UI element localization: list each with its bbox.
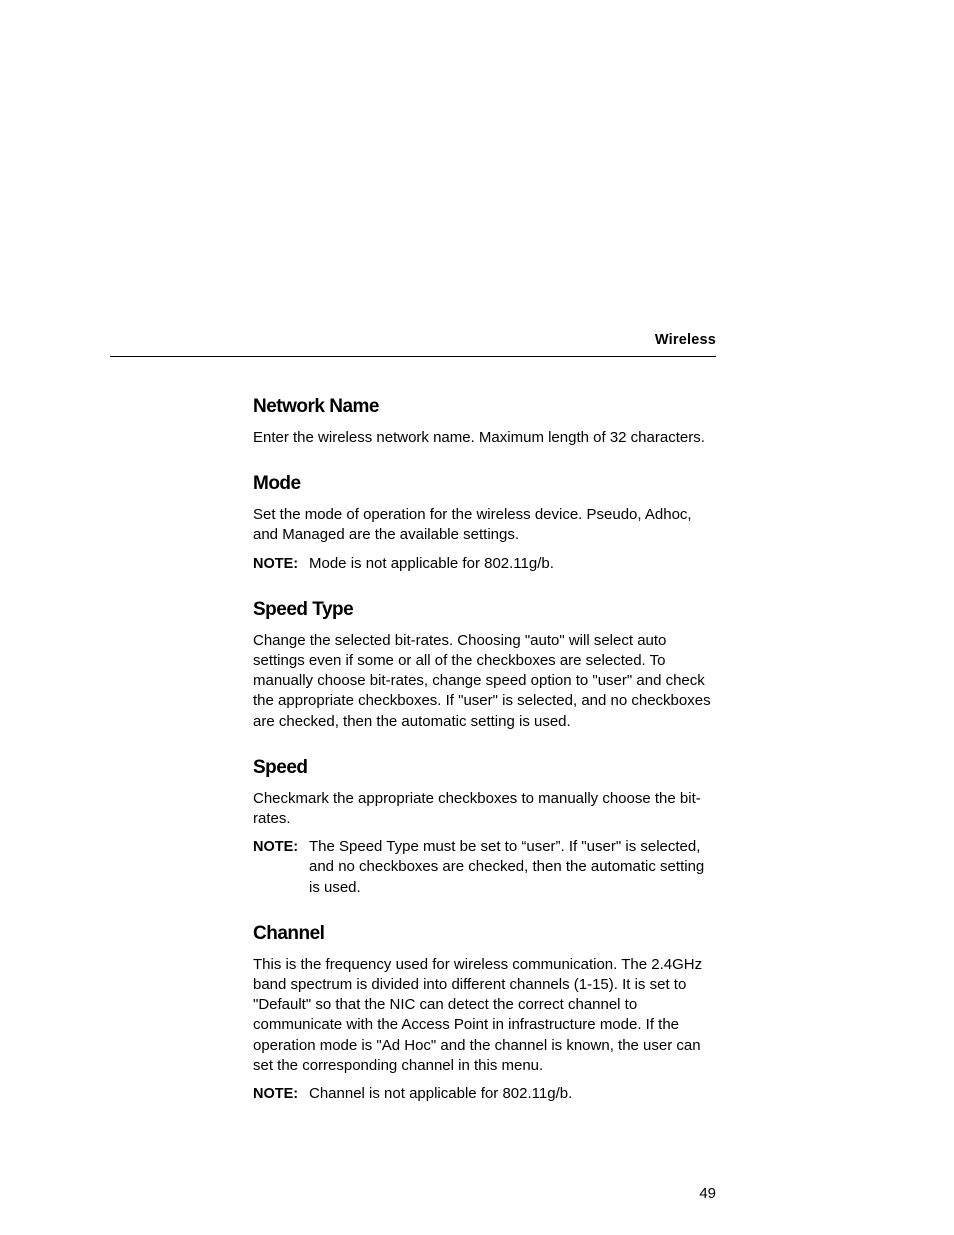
section-channel <box>253 919 719 1104</box>
section-heading: Mode <box>253 473 301 495</box>
page-content <box>253 392 719 1125</box>
note-label: NOTE: <box>253 555 299 572</box>
page-number: 49 <box>699 1185 716 1202</box>
section-body: Enter the wireless network name. Maximum length of 32 characters. <box>253 429 705 446</box>
section-body: This is the frequency used for wireless communication. The 2.4GHz band spectrum is divided into different channels (1-15). It is set to "Default" so that the NIC can detect the correct channel to communicate with the Access Point in infrastructure mode. If the operation mode is "Ad Hoc" and the channel is known, the user can set the corresponding channel in this menu. <box>253 955 703 1074</box>
note <box>253 837 719 898</box>
note-text: Channel is not applicable for 802.11g/b. <box>309 1085 573 1103</box>
section-body: Set the mode of operation for the wireless device. Pseudo, Adhoc, and Managed are the available settings. <box>253 506 692 544</box>
note <box>253 554 719 574</box>
note-text: Mode is not applicable for 802.11g/b. <box>309 554 554 572</box>
section-mode <box>253 469 719 574</box>
running-header-title: Wireless <box>654 332 716 348</box>
section-network-name <box>253 392 719 448</box>
running-header <box>110 331 716 357</box>
section-speed <box>253 753 719 898</box>
note-text: The Speed Type must be set to “user”. If "user" is selected, and no checkboxes are checked, then the automatic setting is used. <box>309 838 705 896</box>
section-heading: Channel <box>253 922 325 944</box>
section-heading: Speed Type <box>253 598 354 620</box>
note-label: NOTE: <box>253 1086 299 1103</box>
section-body: Change the selected bit-rates. Choosing "auto" will select auto settings even if some or all of the checkboxes are selected. To manually choose bit-rates, change speed option to "user" and check the appropriate checkboxes. If "user" is selected, and no checkboxes are checked, then the automatic setting is used. <box>253 631 711 730</box>
section-body: Checkmark the appropriate checkboxes to manually choose the bit-rates. <box>253 789 701 828</box>
note-label: NOTE: <box>253 839 299 856</box>
section-heading: Network Name <box>253 396 379 417</box>
section-heading: Speed <box>253 756 308 778</box>
section-speed-type <box>253 595 719 732</box>
note <box>253 1084 719 1104</box>
